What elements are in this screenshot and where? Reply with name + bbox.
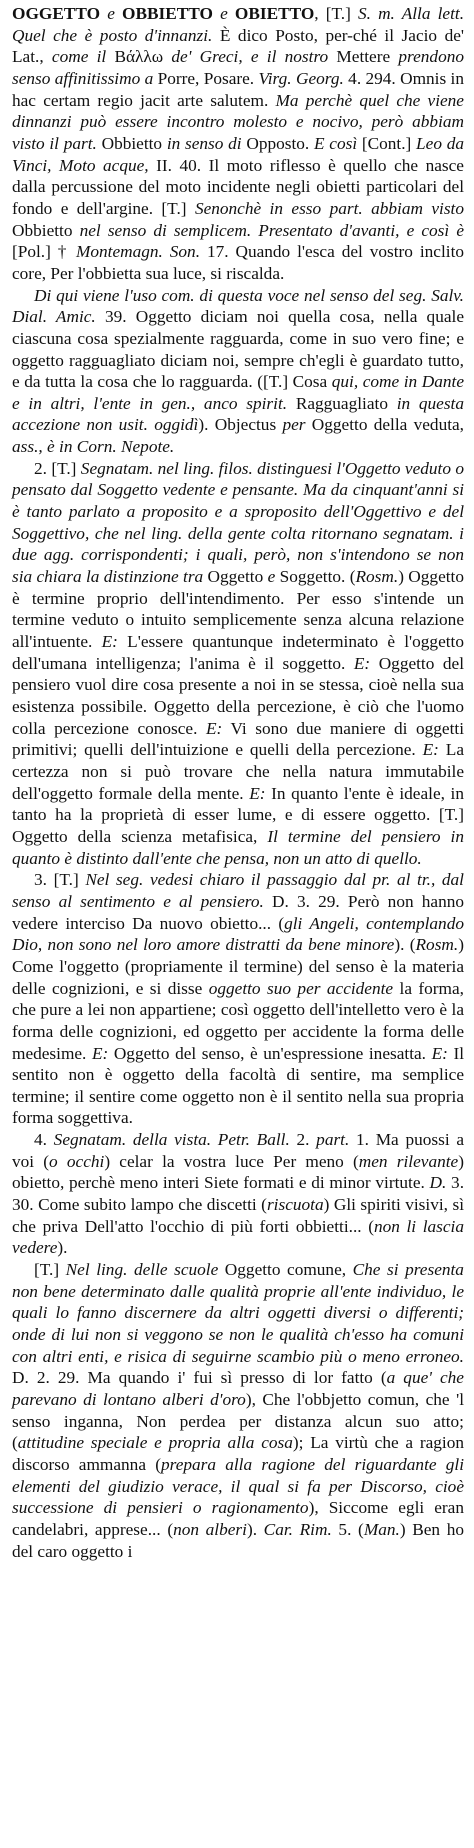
body-text: La certezza non si può trovare che nella natura immutabile dell'oggetto formale della mente.	[12, 740, 464, 803]
body-italic: E:	[91, 1043, 109, 1063]
headword-variant: OBIETTO	[234, 4, 315, 23]
body-italic: oggetto suo per accidente	[208, 978, 394, 998]
body-text: ). Objectus	[198, 415, 283, 435]
citation-source: D.	[429, 1173, 447, 1193]
body-italic: in senso di	[166, 133, 242, 153]
sense-2-paragraph	[12, 458, 464, 869]
body-italic: part.	[316, 1130, 350, 1150]
citation-source: Rosm.	[355, 567, 399, 587]
body-italic: come il	[51, 47, 107, 67]
body-text: Vi sono due maniere di oggetti primitivi; quelli dell'intuizione e quelli della percezione.	[12, 718, 464, 760]
body-text: ); La virtù che a ragion discorso ammanna (	[12, 1433, 464, 1474]
citation-source: Man.	[363, 1519, 400, 1539]
body-italic: non li lascia vedere	[12, 1216, 464, 1258]
body-text: Mettere	[328, 47, 399, 67]
body-text: [Pol.] †	[12, 242, 76, 262]
body-text: ).	[246, 1519, 264, 1539]
part-of-speech: S. m.	[357, 4, 395, 23]
greek-word: Βάλλω	[106, 47, 172, 67]
body-italic: de' Greci, e il nostro	[171, 47, 329, 67]
body-italic: riscuota	[266, 1195, 324, 1215]
body-text: Ragguagliato	[287, 393, 397, 413]
definition-text: Alla lett. Quel che è posto d'innanzi.	[12, 4, 465, 45]
body-italic: attitudine speciale e propria alla cosa	[17, 1433, 293, 1453]
body-text: ) obietto, perchè meno interi Siete formati e di minor virtute.	[12, 1151, 464, 1193]
body-italic: nel senso di semplicem. Presentato d'avanti, e così è	[79, 220, 464, 240]
headword-conjunction-2: e	[220, 4, 228, 23]
body-text: Obbietto	[96, 133, 167, 153]
body-italic: E:	[205, 718, 223, 738]
body-text: II. 40. Il moto riflesso è quello che nasce dalla percussione del moto incidente negli obietti particolari del fondo e dell'argine. [T.]	[12, 155, 464, 218]
body-italic: o occhi	[49, 1151, 105, 1171]
body-italic: Ma perchè quel che viene dinnanzi può essere incontro molesto e nocivo, però abbiam visto il part.	[12, 90, 464, 153]
body-italic: prendono senso affinitissimo a	[12, 47, 464, 88]
sense-paragraph	[12, 285, 464, 458]
source-tag: [T.]	[34, 1260, 66, 1280]
body-text: Il sentito non è oggetto della facoltà di sentire, ma semplice termine; il sentire come oggetto non è il sentito nella sua propria forma soggettiva.	[12, 1043, 464, 1128]
headword: OGGETTO	[12, 4, 101, 23]
body-text: Porre, Posare.	[153, 68, 259, 88]
body-italic: E:	[422, 740, 439, 760]
body-text: ) Oggetto è termine proprio dell'intendimento. Per esso s'intende un termine veduto o intuito semplicemente senza alcuna relazione all'intuente.	[12, 567, 464, 652]
headword-variant: OBBIETTO	[122, 4, 213, 23]
headword-conjunction: e	[107, 4, 115, 23]
body-italic: E:	[431, 1043, 448, 1063]
body-italic: Che si presenta non bene determinato dalle qualità proprie all'ente individuo, le quali lo fanno discernere da altri oggetti diversi o differenti; onde di lui non si veggono se non le qualità ch'esso ha comuni con altri enti, e risica di seguirne scambio più o meno erroneo.	[12, 1260, 464, 1366]
body-italic: Senonchè in esso part. abbiam visto	[194, 198, 464, 218]
body-italic: in questa accezione non usit. oggidì	[12, 393, 464, 435]
body-italic: a que' che parevano di lontano alberi d'oro	[12, 1368, 464, 1409]
body-text: Oggetto	[203, 567, 268, 587]
sense-4-paragraph	[12, 1129, 464, 1259]
body-text: Opposto.	[241, 133, 314, 153]
body-italic: non alberi	[173, 1519, 247, 1539]
body-text: Obbietto	[12, 220, 80, 240]
body-italic: Segnatam. della vista. Petr. Ball.	[53, 1130, 290, 1150]
citation-source: Virg. Georg.	[258, 68, 344, 88]
body-italic: gli Angeli, contemplando Dio, non sono nel loro amore distratti da bene minore	[12, 913, 464, 955]
body-italic: e	[267, 567, 276, 587]
body-text: Oggetto della veduta,	[305, 415, 464, 435]
body-italic: Di qui viene l'uso com. di questa voce nel senso del seg. Salv. Dial. Amic.	[12, 285, 464, 327]
body-text: D. 3. 29. Però non hanno vedere interciso Da nuovo obietto... (	[12, 891, 464, 933]
body-text: ) Ben ho del caro oggetto i	[12, 1519, 464, 1561]
body-italic: Segnatam. nel ling. filos. distinguesi l'Oggetto veduto o pensato dal Soggetto vedente e pensante. Ma da cinquant'anni si è tanto parlato a proposito e a sproposito dell'Oggettivo e del Soggettivo, che nel ling. della gente colta ritornano segnatam. i due agg. corrispondenti; i quali, però, non s'intendono se non sia chiara la distinzione tra	[12, 458, 464, 587]
body-text: Oggetto del pensiero vuol dire cosa presente a noi in se stessa, cioè nella sua esistenza possibile. Oggetto della percezione, è ciò che l'uomo colla percezione conosce.	[12, 653, 464, 738]
sense-number: 2. [T.]	[34, 458, 81, 478]
body-italic: per	[282, 415, 306, 435]
body-text: L'essere quantunque indeterminato è l'oggetto dell'umana intelligenza; l'anima è il soggetto.	[12, 632, 464, 673]
body-italic: men rilevante	[358, 1151, 459, 1171]
body-text: ) Come l'oggetto (propriamente il termine) del senso è la materia delle cognizioni, e si disse	[12, 935, 464, 998]
sense-number: 4.	[34, 1130, 54, 1150]
body-italic: Nel ling. delle scuole	[65, 1260, 219, 1280]
citation-source: Rosm.	[415, 935, 459, 955]
body-text: ).	[57, 1238, 68, 1258]
body-text: ), Che l'obbjetto comun, che 'l senso inganna, Non perdea per distanza alcun suo atto; (	[12, 1390, 464, 1453]
body-italic: E:	[249, 783, 266, 803]
body-text: Oggetto comune,	[218, 1260, 353, 1280]
body-text: 2.	[289, 1130, 317, 1150]
body-text: Oggetto del senso, è un'espressione inesatta.	[108, 1043, 432, 1063]
body-text: 5. (	[331, 1519, 364, 1539]
body-text: ), Siccome egli eran candelabri, apprese... (	[12, 1498, 464, 1539]
body-text: Soggetto. (	[275, 567, 356, 587]
body-italic: Il termine del pensiero in quanto è distinto dall'ente che pensa, non un atto di quello.	[12, 826, 464, 868]
body-text: [Cont.]	[357, 133, 417, 153]
scholastic-sense-paragraph	[12, 1259, 464, 1562]
citation-source: Car. Rim.	[263, 1519, 332, 1539]
source-tag: , [T.]	[314, 4, 358, 23]
citation-source: Leo da Vinci, Moto acque,	[12, 133, 464, 175]
body-text: ) Gli spiriti visivi, sì che priva Dell'atto l'occhio di più forti obbietti... (	[12, 1195, 464, 1236]
body-text: 17. Quando l'esca del vostro inclito core, Per l'obbietta sua luce, si riscalda.	[12, 242, 465, 283]
entry-head-paragraph	[12, 3, 464, 285]
citation-source: Montemagn. Son.	[75, 242, 201, 262]
body-text: In quanto l'ente è ideale, in tanto ha la proprietà di esser lume, e di essere oggetto. [T.] Oggetto della scienza metafisica,	[12, 783, 464, 846]
body-text: la forma, che pure a lei non appartiene; così oggetto dell'intelletto vero è la forma delle cognizioni, ed oggetto per accidente la forma delle medesime.	[12, 978, 464, 1063]
body-italic: E:	[101, 632, 118, 652]
body-italic: qui, come in Dante e in altri, l'ente in gen., anco spirit.	[12, 372, 464, 413]
body-text: 3. 30. Come subito lampo che discetti (	[12, 1173, 465, 1215]
body-text: 39. Oggetto diciam noi quella cosa, nella quale ciascuna cosa spezialmente ragguarda, come in suo vero fine; e oggetto ragguagliato diciam noi, sempre ch'egli è guardato tutto, e da tutta la cosa che lo ragguarda. ([T.] Cosa	[12, 307, 464, 392]
body-italic: Nel seg. vedesi chiaro il passaggio dal pr. al tr., dal senso al sentimento e al pensiero.	[12, 870, 464, 911]
body-text: D. 2. 29. Ma quando i' fui sì presso di lor fatto (	[12, 1368, 387, 1388]
body-text: 1. Ma puossi a voi (	[12, 1130, 464, 1171]
body-text: È dico Posto, per-ché il Jacio de' Lat.,	[12, 25, 465, 67]
body-italic: E:	[353, 653, 371, 673]
body-text: 4. 294. Omnis in hac certam regio jacit arte salutem.	[12, 68, 465, 110]
sense-number: 3. [T.]	[34, 870, 86, 890]
body-text: ). (	[394, 935, 416, 955]
body-text: ) celar la vostra luce Per meno (	[104, 1151, 359, 1171]
sense-3-paragraph	[12, 869, 464, 1129]
body-italic: E così	[313, 133, 358, 153]
body-italic: prepara alla ragione del riguardante gli elementi del giudizio verace, il qual si fa per Discorso, cioè successione di pensieri o ragionamento	[12, 1454, 464, 1518]
body-italic: ass., è in Corn. Nepote.	[12, 437, 175, 457]
